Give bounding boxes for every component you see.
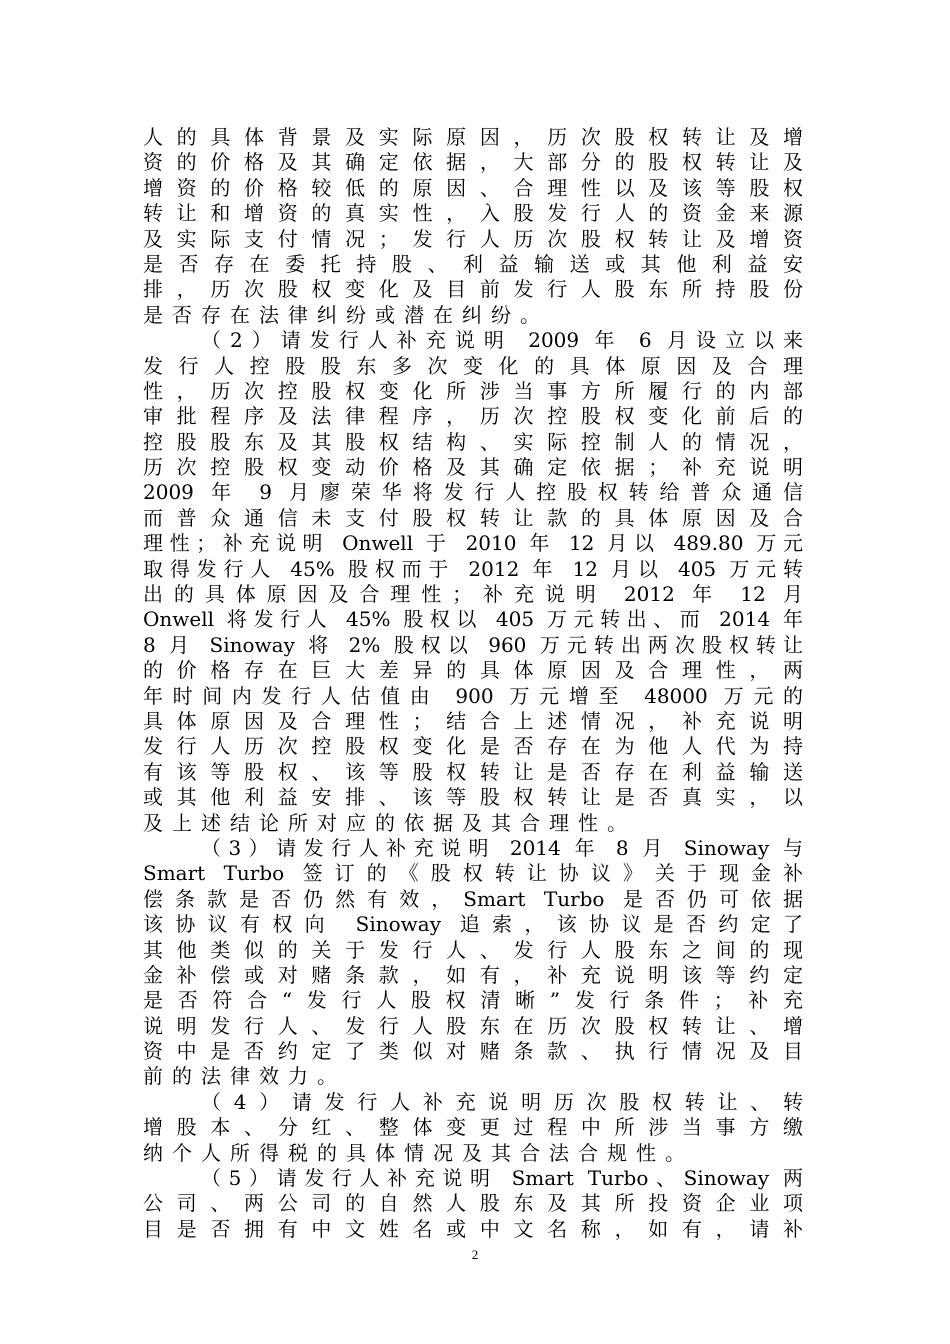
paragraph <box>143 1090 803 1166</box>
text-line: 公司、两公司的自然人股东及其所投资企业项 <box>143 1191 803 1216</box>
text-line: 是否符合“发行人股权清晰”发行条件；补充 <box>143 988 803 1013</box>
text-line: 该协议有权向 Sinoway 追索，该协议是否约定了 <box>143 912 803 937</box>
text-line: 其他类似的关于发行人、发行人股东之间的现 <box>143 937 803 962</box>
text-line: （4）请发行人补充说明历次股权转让、转 <box>201 1089 803 1114</box>
text-line: 转让和增资的真实性，入股发行人的资金来源 <box>143 201 803 226</box>
text-line: Onwell 将发行人 45% 股权以 405 万元转出、而 2014 年 <box>143 607 803 632</box>
text-line: 有该等股权、该等股权转让是否存在利益输送 <box>143 759 803 784</box>
text-line: 及上述结论所对应的依据及其合理性。 <box>143 810 636 835</box>
text-line: 性，历次控股权变化所涉当事方所履行的内部 <box>143 378 803 403</box>
page-number: 2 <box>471 1247 479 1262</box>
text-line: 年时间内发行人估值由 900 万元增至 48000 万元的 <box>143 683 803 708</box>
text-line: 排，历次股权变化及目前发行人股东所持股份 <box>143 277 803 302</box>
text-line: 发行人控股股东多次变化的具体原因及合理 <box>143 353 803 378</box>
paragraph <box>143 125 803 328</box>
text-line: 目是否拥有中文姓名或中文名称，如有，请补 <box>143 1216 803 1241</box>
text-line: 偿条款是否仍然有效，Smart Turbo 是否仍可依据 <box>143 886 803 911</box>
text-line: 具体原因及合理性；结合上述情况，补充说明 <box>143 708 803 733</box>
text-line: 说明发行人、发行人股东在历次股权转让、增 <box>143 1013 803 1038</box>
paragraph <box>143 1166 803 1242</box>
paragraph <box>143 328 803 836</box>
text-line: 8 月 Sinoway 将 2% 股权以 960 万元转出两次股权转让 <box>143 632 803 657</box>
text-line: 发行人历次控股权变化是否存在为他人代为持 <box>143 734 803 759</box>
text-line: 2009 年 9 月廖荣华将发行人控股权转给普众通信 <box>143 480 803 505</box>
text-line: 是否存在法律纠纷或潜在纠纷。 <box>143 302 549 327</box>
text-line: 历次控股权变动价格及其确定依据；补充说明 <box>143 455 803 480</box>
text-line: 及实际支付情况；发行人历次股权转让及增资 <box>143 226 803 251</box>
body-text <box>143 125 803 1242</box>
text-line: 理性；补充说明 Onwell 于 2010 年 12 月以 489.80 万元 <box>143 531 803 556</box>
text-line: 或其他利益安排、该等股权转让是否真实，以 <box>143 785 803 810</box>
text-line: （3）请发行人补充说明 2014 年 8 月 Sinoway 与 <box>201 835 803 860</box>
text-line: 增资的价格较低的原因、合理性以及该等股权 <box>143 175 803 200</box>
text-line: 而普众通信未支付股权转让款的具体原因及合 <box>143 505 803 530</box>
text-line: 资的价格及其确定依据，大部分的股权转让及 <box>143 150 803 175</box>
text-line: Smart Turbo 签订的《股权转让协议》关于现金补 <box>143 861 803 886</box>
text-line: 取得发行人 45% 股权而于 2012 年 12 月以 405 万元转 <box>143 556 803 581</box>
text-line: 前的法律效力。 <box>143 1064 346 1089</box>
text-line: 金补偿或对赌条款，如有，补充说明该等约定 <box>143 962 803 987</box>
text-line: 资中是否约定了类似对赌条款、执行情况及目 <box>143 1039 803 1064</box>
text-line: （5）请发行人补充说明 Smart Turbo、Sinoway 两 <box>201 1166 803 1191</box>
paragraph <box>143 836 803 1090</box>
text-line: 审批程序及法律程序，历次控股权变化前后的 <box>143 404 803 429</box>
text-line: 增股本、分红、整体变更过程中所涉当事方缴 <box>143 1115 803 1140</box>
text-line: 的价格存在巨大差异的具体原因及合理性，两 <box>143 658 803 683</box>
text-line: （2）请发行人补充说明 2009 年 6 月设立以来 <box>201 328 803 353</box>
text-line: 控股股东及其股权结构、实际控制人的情况， <box>143 429 803 454</box>
text-line: 纳个人所得税的具体情况及其合法合规性。 <box>143 1140 694 1165</box>
text-line: 出的具体原因及合理性；补充说明 2012 年 12 月 <box>143 582 803 607</box>
text-line: 是否存在委托持股、利益输送或其他利益安 <box>143 251 803 276</box>
text-line: 人的具体背景及实际原因，历次股权转让及增 <box>143 125 803 149</box>
